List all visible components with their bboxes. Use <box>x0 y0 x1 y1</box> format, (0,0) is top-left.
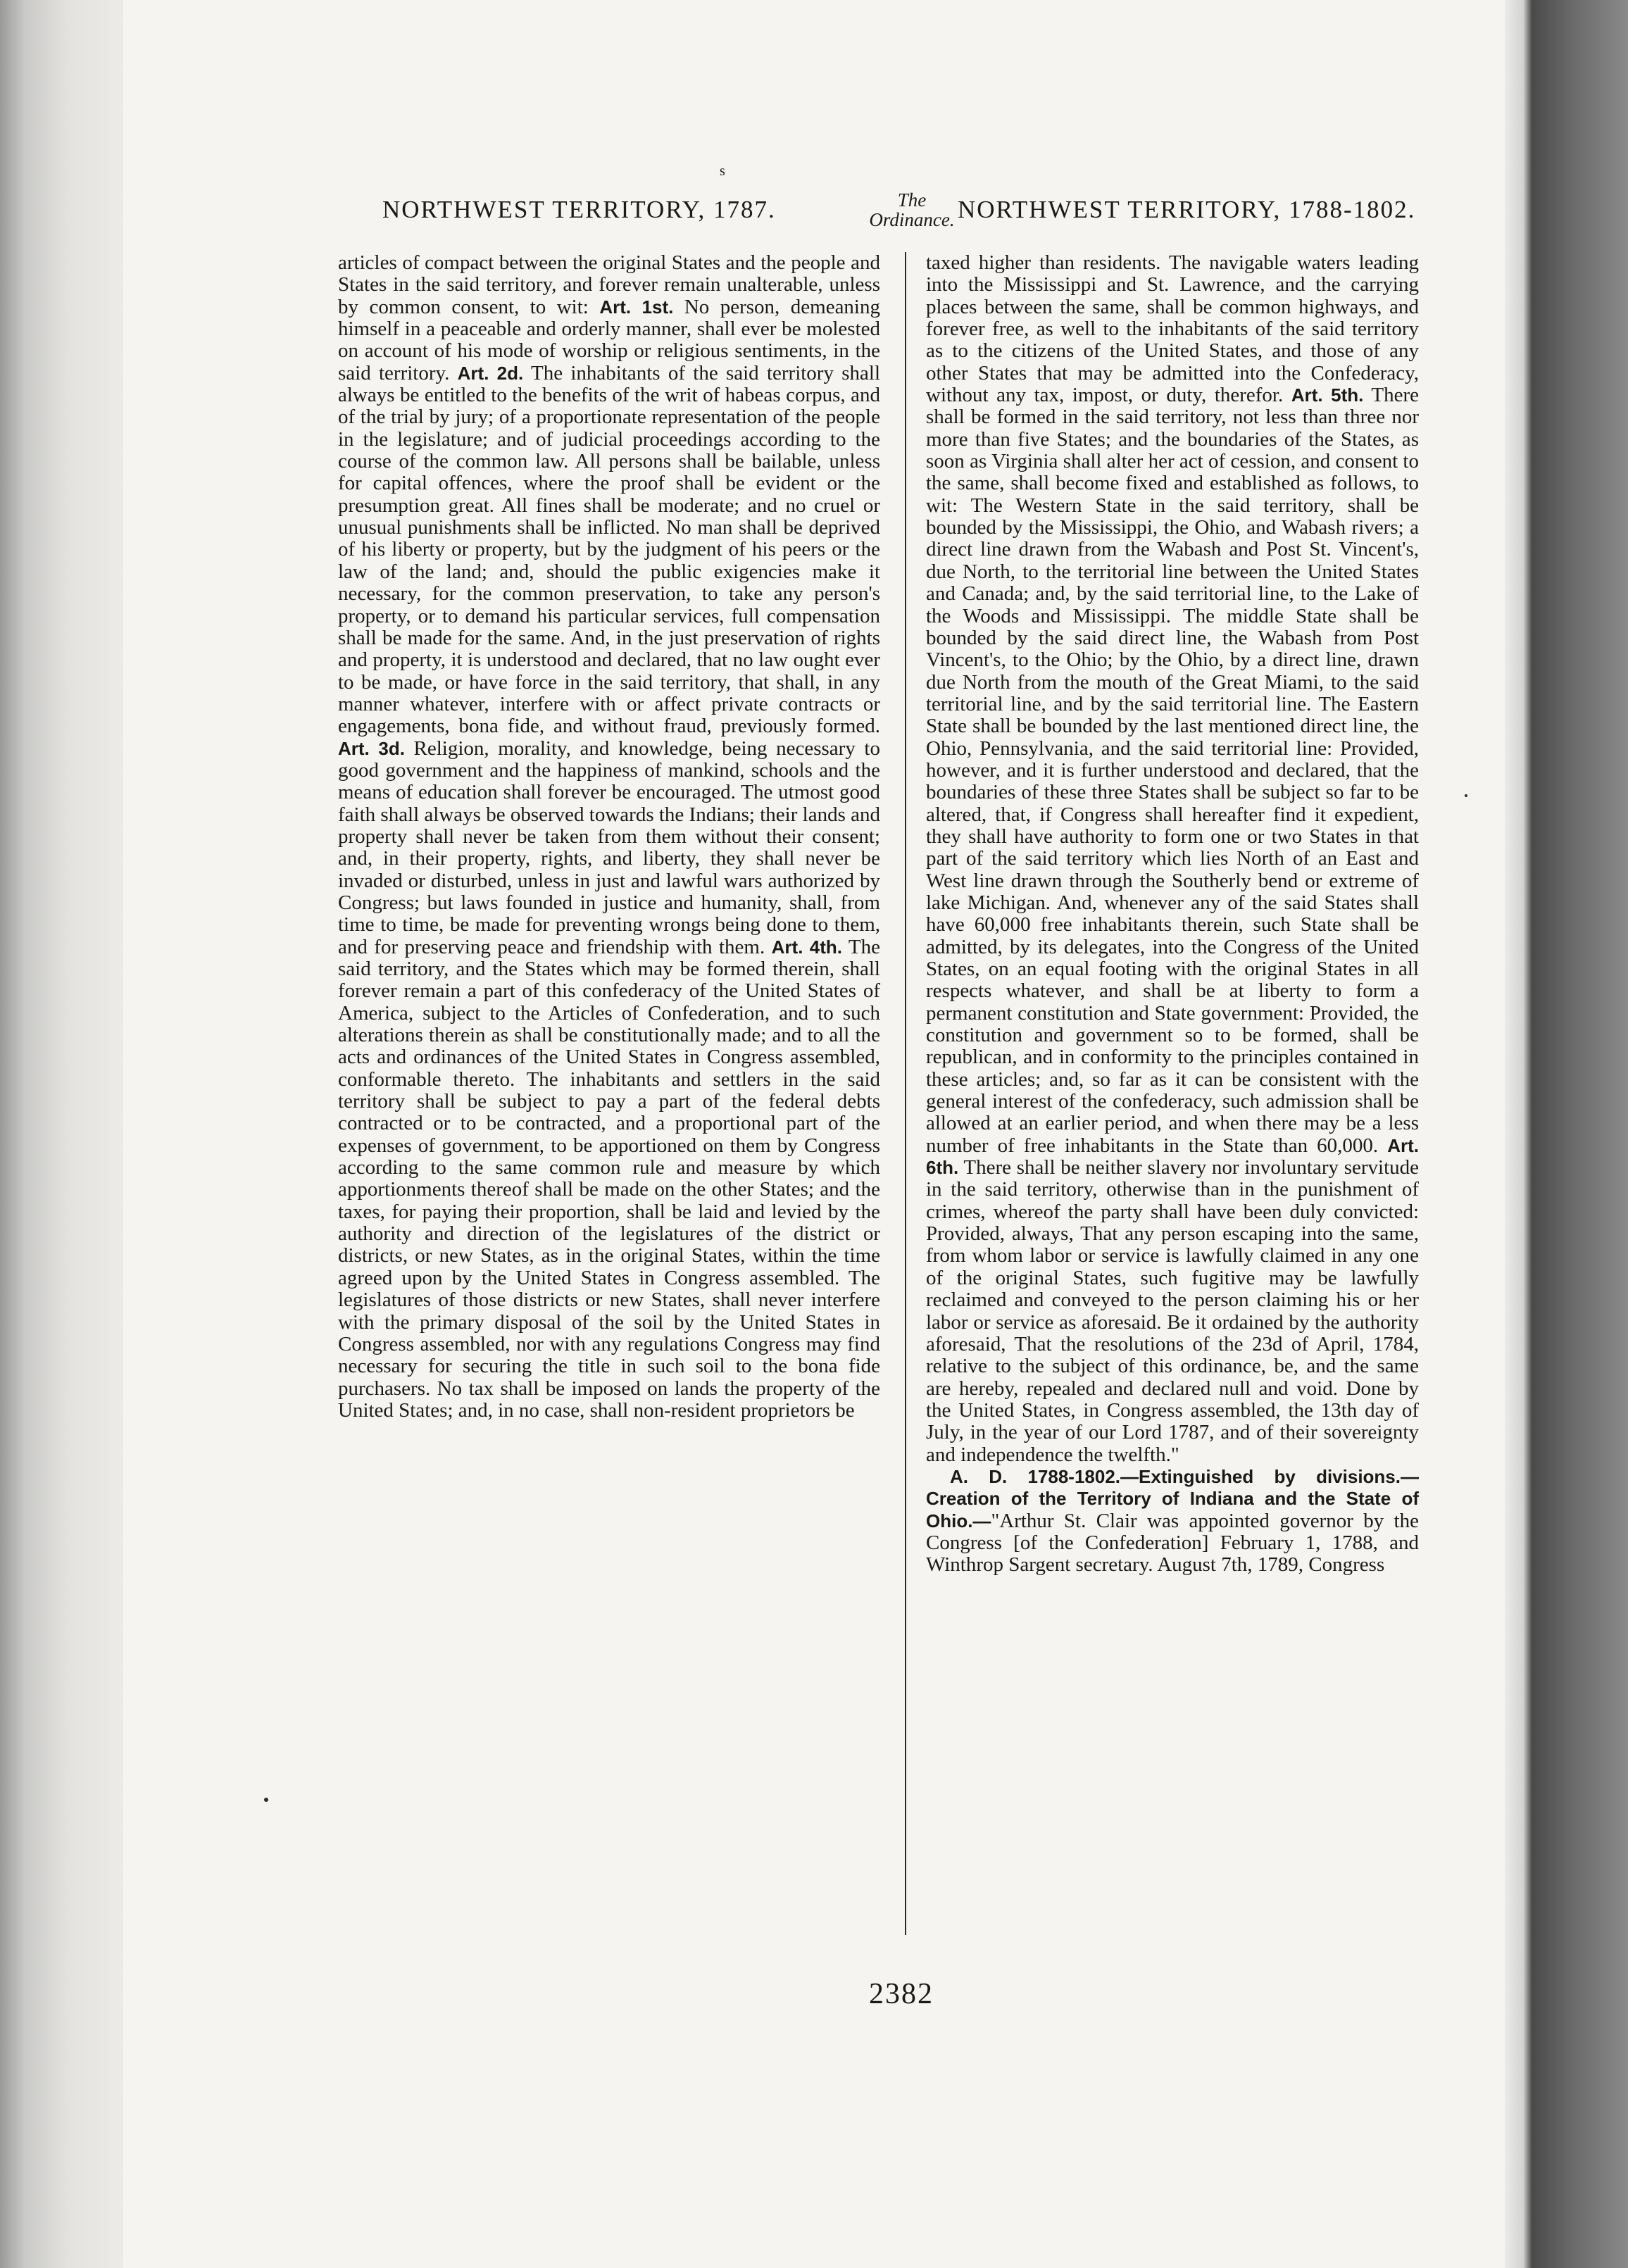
entry-paragraph <box>926 1466 1419 1577</box>
page-number: 2382 <box>869 1978 934 2010</box>
article-3-text: Religion, morality, and knowledge, being necessary to good government and the happiness of mankind, schools and the means of education shall forever be encouraged. The utmost good faith shall always be observed towards the Indians; their lands and property shall never be taken from them without their consent; and, in their property, rights, and liberty, they shall never be invaded or disturbed, unless in just and lawful wars authorized by Congress; but laws founded in justice and humanity, shall, from time to time, be made for preventing wrongs being done to them, and for preserving peace and friendship with them. <box>338 737 880 958</box>
article-1-label: Art. 1st. <box>599 296 674 318</box>
running-head-middle-line1: The <box>897 189 927 211</box>
top-mark: s <box>720 163 725 179</box>
compact-intro-text: articles of compact between the original States and the people and States in the said territory, and forever remain unalterable, unless by common consent, to wit: <box>338 251 880 318</box>
article-2-text: The inhabitants of the said territory shall always be entitled to the benefits of the writ of habeas corpus, and of the trial by jury; of a proportionate representation of the people in the legislature; and of judicial proceedings according to the course of the common law. All persons shall be bailable, unless for capital offences, where the proof shall be evident or the presumption great. All fines shall be moderate; and no cruel or unusual punishments shall be inflicted. No man shall be deprived of his liberty or property, but by the judgment of his peers or the law of the land; and, should the public exigencies make it necessary, for the common preservation, to take any person's property, or to demand his particular services, full compensation shall be made for the same. And, in the just preservation of rights and property, it is understood and declared, that no law ought ever to be made, or have force in the said territory, that shall, in any manner whatever, interfere with or affect private contracts or engagements, bona fide, and without fraud, previously formed. <box>338 361 880 738</box>
article-1-text: No person, demeaning himself in a peaceable and orderly manner, shall ever be molested on account of his mode of worship or religious sentiments, in the said territory. <box>338 295 880 384</box>
article-2-label: Art. 2d. <box>457 362 524 384</box>
print-speck <box>264 1798 268 1802</box>
article-6-text: There shall be neither slavery nor involuntary servitude in the said territory, otherwise than in the punishment of crimes, whereof the party shall have been duly convicted: Provided, always, That any person escaping into the same, from whom labor or service is lawfully claimed in any one of the original States, such fugitive may be lawfully reclaimed and conveyed to the person claiming his or her labor or service as aforesaid. Be it ordained by the authority aforesaid, That the resolutions of the 23d of April, 1784, relative to the subject of this ordinance, be, and the same are hereby, repealed and declared null and void. Done by the United States, in Congress assembled, the 13th day of July, in the year of our Lord 1787, and of their sovereignty and independence the twelfth." <box>926 1156 1419 1466</box>
left-column-paragraph <box>338 252 880 1422</box>
article-5-text: There shall be formed in the said territory, not less than three nor more than five States; and the boundaries of the States, as soon as Virginia shall alter her act of cession, and consent to the same, shall become fixed and established as follows, to wit: The Western State in the said territory, shall be bounded by the Mississippi, the Ohio, and Wabash rivers; a direct line drawn from the Wabash and Post St. Vincent's, due North, to the territorial line between the United States and Canada; and, by the said territorial line, to the Lake of the Woods and Mississippi. The middle State shall be bounded by the said direct line, the Wabash from Post Vincent's, to the Ohio; by the Ohio, by a direct line, drawn due North from the mouth of the Great Miami, to the said territorial line, and by the said territorial line. The Eastern State shall be bounded by the last mentioned direct line, the Ohio, Pennsylvania, and the said territorial line: Provided, however, and it is further understood and declared, that the boundaries of these three States shall be subject so far to be altered, that, if Congress shall hereafter find it expedient, they shall have authority to form one or two States in that part of the said territory which lies North of an East and West line drawn through the Southerly bend or extreme of lake Michigan. And, whenever any of the said States shall have 60,000 free inhabitants therein, such State shall be admitted, by its delegates, into the Congress of the United States, on an equal footing with the original States in all respects whatever, and shall be at liberty to form a permanent constitution and State government: Provided, the constitution and government so to be formed, shall be republican, and in conformity to the principles contained in these articles; and, so far as it can be consistent with the general interest of the confederacy, such admission shall be allowed at an earlier period, and when there may be a less number of free inhabitants in the State than 60,000. <box>926 384 1420 1157</box>
right-column-paragraph <box>926 252 1419 1466</box>
right-text-column <box>926 252 1419 1577</box>
running-head-middle <box>866 190 958 230</box>
article-5-label: Art. 5th. <box>1291 384 1364 406</box>
left-text-column <box>338 252 880 1422</box>
entry-text: "Arthur St. Clair was appointed governor by the Congress [of the Confederation] February 1, 1788, and Winthrop Sargent secretary. August 7th, 1789, Congress <box>926 1509 1419 1577</box>
entry-heading: A. D. 1788-1802.—Extinguished by divisions.—Creation of the Territory of Indiana and the State of Ohio.— <box>926 1465 1419 1531</box>
article-4-label: Art. 4th. <box>771 936 843 958</box>
print-speck <box>1465 794 1467 797</box>
navigable-waters-text: taxed higher than residents. The navigable waters leading into the Mississippi and St. Lawrence, and the carrying places between the same, shall be common highways, and forever free, as well to the inhabitants of the said territory as to the citizens of the United States, and those of any other States that may be admitted into the Confederacy, without any tax, impost, or duty, therefor. <box>926 251 1419 407</box>
article-3-label: Art. 3d. <box>338 737 405 759</box>
running-head-right: NORTHWEST TERRITORY, 1788-1802. <box>958 196 1416 223</box>
left-page-shadow <box>0 0 123 2268</box>
right-page-gutter <box>1505 0 1628 2268</box>
running-head-left: NORTHWEST TERRITORY, 1787. <box>382 196 776 223</box>
column-divider <box>905 252 906 1935</box>
article-6-label: Art. 6th. <box>926 1134 1419 1179</box>
article-4-text: The said territory, and the States which may be formed therein, shall forever remain a part of this confederacy of the United States of America, subject to the Articles of Confederation, and to such alterations therein as shall be constitutionally made; and to all the acts and ordinances of the United States in Congress assembled, conformable thereto. The inhabitants and settlers in the said territory shall be subject to pay a part of the federal debts contracted or to be contracted, and a proportional part of the expenses of government, to be apportioned on them by Congress according to the same common rule and measure by which apportionments thereof shall be made on the other States; and the taxes, for paying their proportion, shall be laid and levied by the authority and direction of the legislatures of the district or districts, or new States, as in the original States, within the time agreed upon by the United States in Congress assembled. The legislatures of those districts or new States, shall never interfere with the primary disposal of the soil by the United States in Congress assembled, nor with any regulations Congress may find necessary for securing the title in such soil to the bona fide purchasers. No tax shall be imposed on lands the property of the United States; and, in no case, shall non-resident proprietors be <box>338 935 881 1422</box>
running-head-middle-line2: Ordinance. <box>869 209 955 230</box>
